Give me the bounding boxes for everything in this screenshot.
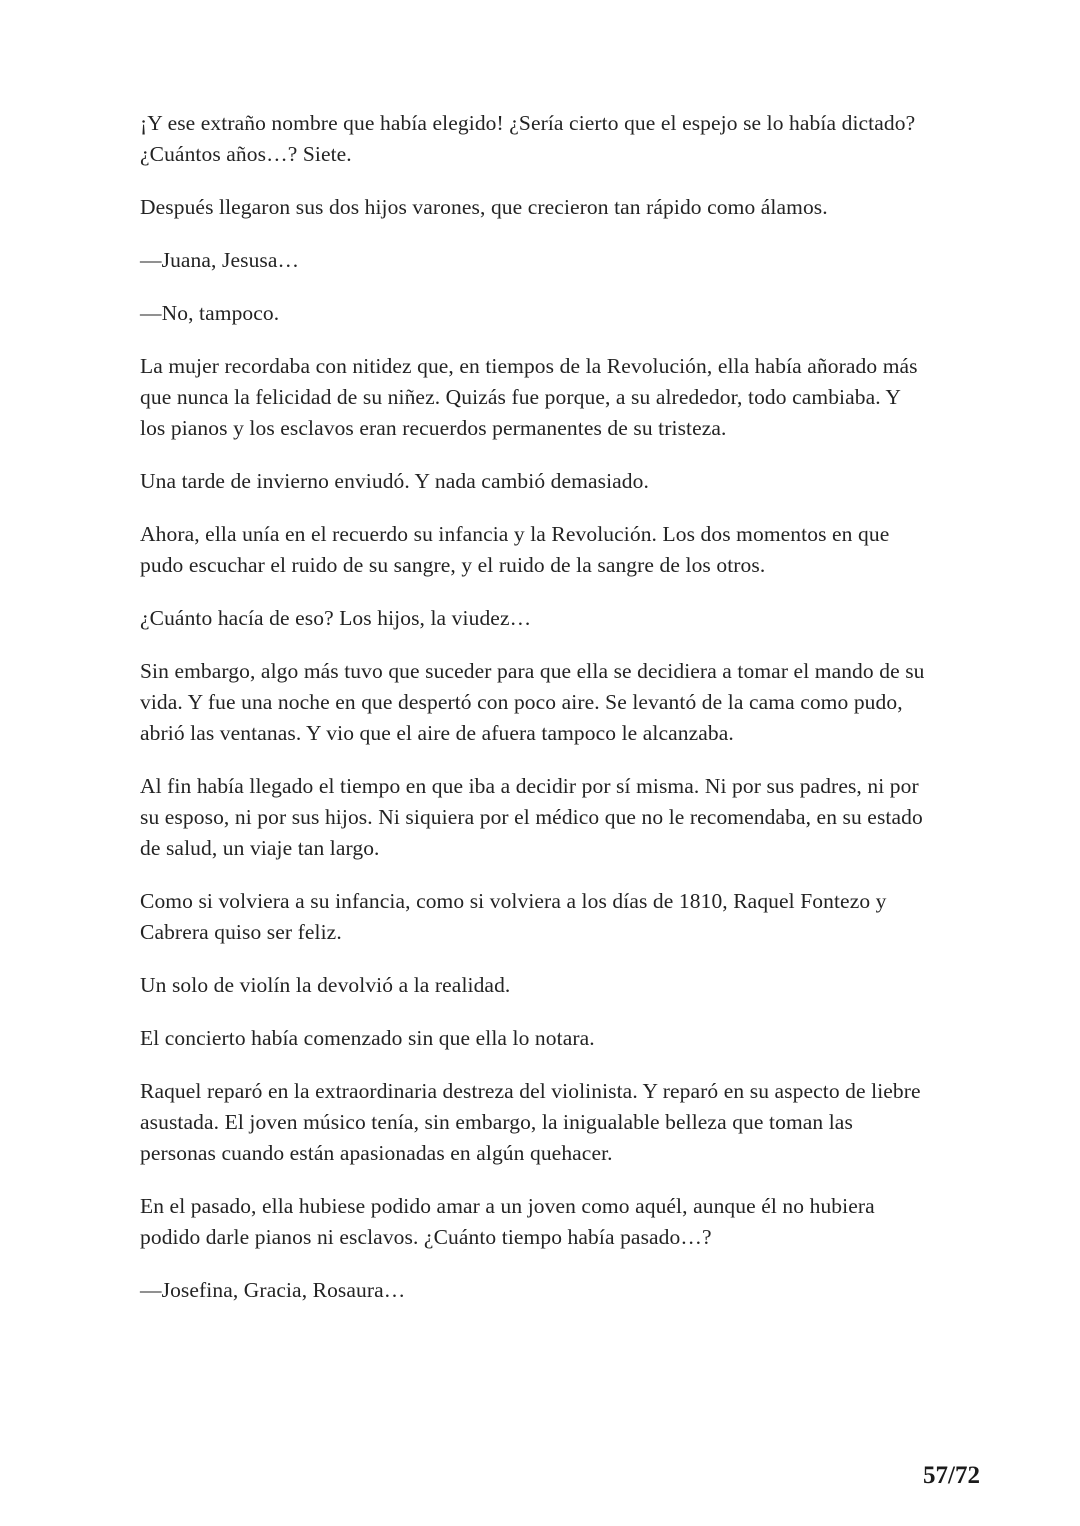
paragraph: Un solo de violín la devolvió a la realidad. <box>140 973 511 997</box>
paragraph: En el pasado, ella hubiese podido amar a un joven como aquél, aunque él no hubiera podido darle pianos ni esclavos. ¿Cuánto tiempo había pasado…? <box>140 1194 875 1249</box>
page-number: 57/72 <box>923 1462 980 1489</box>
paragraph: Una tarde de invierno enviudó. Y nada cambió demasiado. <box>140 469 649 493</box>
paragraph: Al fin había llegado el tiempo en que iba a decidir por sí misma. Ni por sus padres, ni por su esposo, ni por sus hijos. Ni siquiera por el médico que no le recomendaba, en su estado de salud, un viaje tan largo. <box>140 774 923 860</box>
paragraph: —No, tampoco. <box>140 301 280 325</box>
paragraph: —Josefina, Gracia, Rosaura… <box>140 1278 406 1302</box>
paragraph: Sin embargo, algo más tuvo que suceder para que ella se decidiera a tomar el mando de su vida. Y fue una noche en que despertó con poco aire. Se levantó de la cama como pudo, abrió las ventanas. Y vio que el aire de afuera tampoco le alcanzaba. <box>140 659 925 745</box>
paragraph: Después llegaron sus dos hijos varones, que crecieron tan rápido como álamos. <box>140 195 828 219</box>
page-text-body <box>140 108 930 1328</box>
paragraph: Raquel reparó en la extraordinaria destreza del violinista. Y reparó en su aspecto de liebre asustada. El joven músico tenía, sin embargo, la inigualable belleza que toman las personas cuando están apasionadas en algún quehacer. <box>140 1079 921 1165</box>
paragraph: Ahora, ella unía en el recuerdo su infancia y la Revolución. Los dos momentos en que pudo escuchar el ruido de su sangre, y el ruido de la sangre de los otros. <box>140 522 890 577</box>
paragraph: ¿Cuánto hacía de eso? Los hijos, la viudez… <box>140 606 532 630</box>
paragraph: —Juana, Jesusa… <box>140 248 300 272</box>
paragraph: ¡Y ese extraño nombre que había elegido! ¿Sería cierto que el espejo se lo había dictado? ¿Cuántos años…? Siete. <box>140 111 916 166</box>
paragraph: El concierto había comenzado sin que ella lo notara. <box>140 1026 595 1050</box>
paragraph: Como si volviera a su infancia, como si volviera a los días de 1810, Raquel Fontezo y Cabrera quiso ser feliz. <box>140 889 887 944</box>
paragraph: La mujer recordaba con nitidez que, en tiempos de la Revolución, ella había añorado más que nunca la felicidad de su niñez. Quizás fue porque, a su alrededor, todo cambiaba. Y los pianos y los esclavos eran recuerdos permanentes de su tristeza. <box>140 354 918 440</box>
